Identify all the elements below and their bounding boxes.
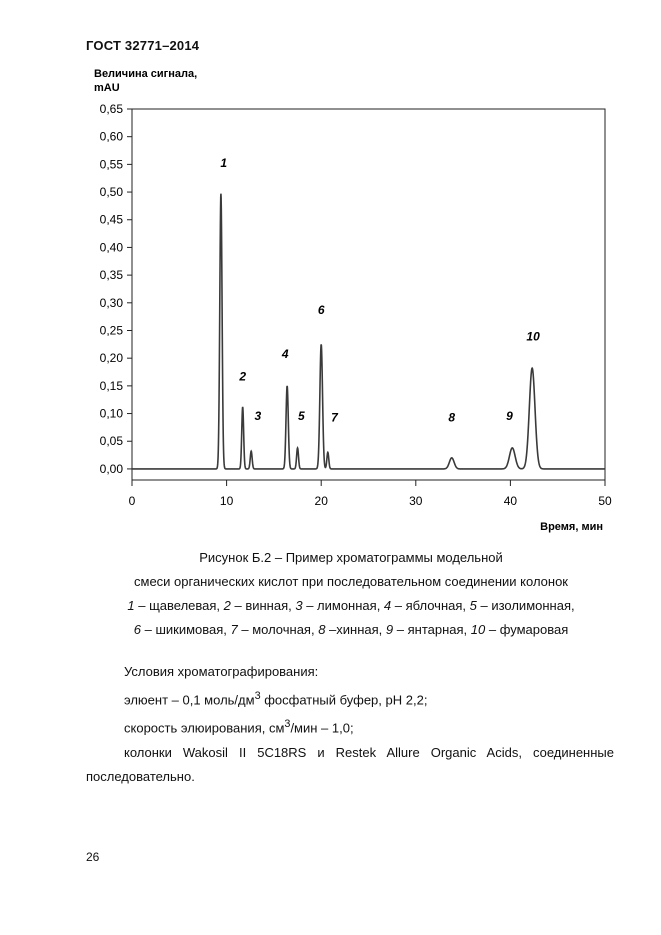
y-axis-label-line1: Величина сигнала, bbox=[94, 68, 198, 80]
peak-label-6: 6 bbox=[317, 302, 325, 317]
legend-number-5: 5 bbox=[469, 598, 477, 613]
y-tick-label: 0,50 bbox=[99, 185, 123, 200]
y-tick-label: 0,25 bbox=[99, 323, 123, 338]
peak-label-8: 8 bbox=[448, 410, 456, 425]
peak-label-2: 2 bbox=[239, 369, 247, 384]
y-tick-label: 0,10 bbox=[99, 406, 123, 421]
caption-line-1: Рисунок Б.2 – Пример хроматограммы модельной bbox=[199, 550, 503, 565]
figure-caption bbox=[86, 546, 616, 642]
y-axis-ticks bbox=[100, 102, 132, 476]
peak-labels bbox=[220, 156, 540, 424]
x-tick-label: 10 bbox=[219, 494, 234, 508]
peak-label-7: 7 bbox=[331, 410, 338, 425]
y-tick-label: 0,00 bbox=[99, 461, 123, 476]
y-tick-label: 0,05 bbox=[99, 434, 123, 449]
legend-text-9: – янтарная, bbox=[393, 622, 471, 637]
legend-text-5: – изолимонная, bbox=[476, 598, 575, 613]
y-tick-label: 0,60 bbox=[99, 129, 123, 144]
legend-number-9: 9 bbox=[385, 622, 394, 637]
y-tick-label: 0,40 bbox=[99, 240, 123, 255]
y-tick-label: 0,65 bbox=[99, 102, 123, 116]
conditions-rate bbox=[86, 712, 614, 740]
page-number: 26 bbox=[86, 850, 100, 864]
legend-text-6: – шикимовая, bbox=[140, 622, 231, 637]
eluent-prefix: элюент – 0,1 моль/дм bbox=[124, 692, 255, 708]
legend-text-1: – щавелевая, bbox=[134, 598, 224, 613]
legend-number-8: 8 bbox=[318, 622, 326, 637]
y-tick-label: 0,55 bbox=[99, 157, 123, 172]
conditions-columns-line-2: последовательно. bbox=[86, 768, 195, 784]
x-tick-label: 40 bbox=[503, 494, 518, 508]
caption-line-2: смеси органических кислот при последовательном соединении колонок bbox=[134, 574, 568, 589]
caption-legend-line-2 bbox=[86, 618, 616, 642]
x-axis-label: Время, мин bbox=[540, 521, 603, 533]
x-tick-label: 30 bbox=[409, 494, 423, 508]
legend-text-8: –хинная, bbox=[325, 622, 386, 637]
eluent-superscript: 3 bbox=[254, 690, 261, 702]
conditions-eluent bbox=[86, 684, 614, 712]
y-tick-label: 0,35 bbox=[99, 268, 123, 283]
conditions-columns-line-1: колонки Wakosil II 5C18RS и Restek Allure Organic Acids, соединенные bbox=[124, 744, 614, 760]
legend-number-2: 2 bbox=[223, 598, 231, 613]
legend-number-6: 6 bbox=[133, 622, 141, 637]
conditions-title: Условия хроматографирования: bbox=[124, 664, 319, 679]
x-tick-label: 50 bbox=[598, 494, 612, 508]
y-axis-label-line2: mAU bbox=[94, 82, 120, 94]
y-tick-label: 0,45 bbox=[99, 212, 123, 227]
x-tick-label: 0 bbox=[128, 494, 136, 508]
legend-text-3: – лимонная, bbox=[302, 598, 384, 613]
rate-prefix: скорость элюирования, см bbox=[124, 720, 285, 736]
peak-label-5: 5 bbox=[297, 409, 305, 424]
plot-area-frame bbox=[132, 109, 605, 480]
document-code: ГОСТ 32771–2014 bbox=[86, 38, 200, 53]
legend-number-7: 7 bbox=[230, 622, 238, 637]
legend-text-7: – молочная, bbox=[237, 622, 319, 637]
y-tick-label: 0,30 bbox=[99, 295, 123, 310]
peak-label-10: 10 bbox=[526, 329, 540, 344]
y-tick-label: 0,15 bbox=[99, 378, 123, 393]
x-tick-label: 20 bbox=[314, 494, 328, 508]
rate-superscript: 3 bbox=[284, 718, 291, 731]
legend-number-10: 10 bbox=[470, 622, 486, 637]
legend-text-2: – винная, bbox=[230, 598, 296, 613]
peak-label-4: 4 bbox=[281, 347, 289, 362]
x-axis-ticks bbox=[129, 480, 612, 508]
peak-label-9: 9 bbox=[506, 409, 513, 424]
legend-number-3: 3 bbox=[295, 598, 303, 613]
legend-number-1: 1 bbox=[127, 598, 135, 613]
eluent-suffix: фосфатный буфер, pH 2,2; bbox=[260, 692, 428, 708]
caption-legend-line-1 bbox=[86, 594, 616, 618]
peak-label-1: 1 bbox=[220, 156, 228, 171]
legend-number-4: 4 bbox=[383, 598, 392, 613]
legend-text-4: – яблочная, bbox=[391, 598, 470, 613]
rate-suffix: /мин – 1,0; bbox=[290, 720, 354, 736]
chromatography-conditions bbox=[86, 660, 614, 789]
legend-text-10: – фумаровая bbox=[485, 622, 569, 637]
y-tick-label: 0,20 bbox=[99, 351, 123, 366]
peak-label-3: 3 bbox=[254, 409, 262, 424]
